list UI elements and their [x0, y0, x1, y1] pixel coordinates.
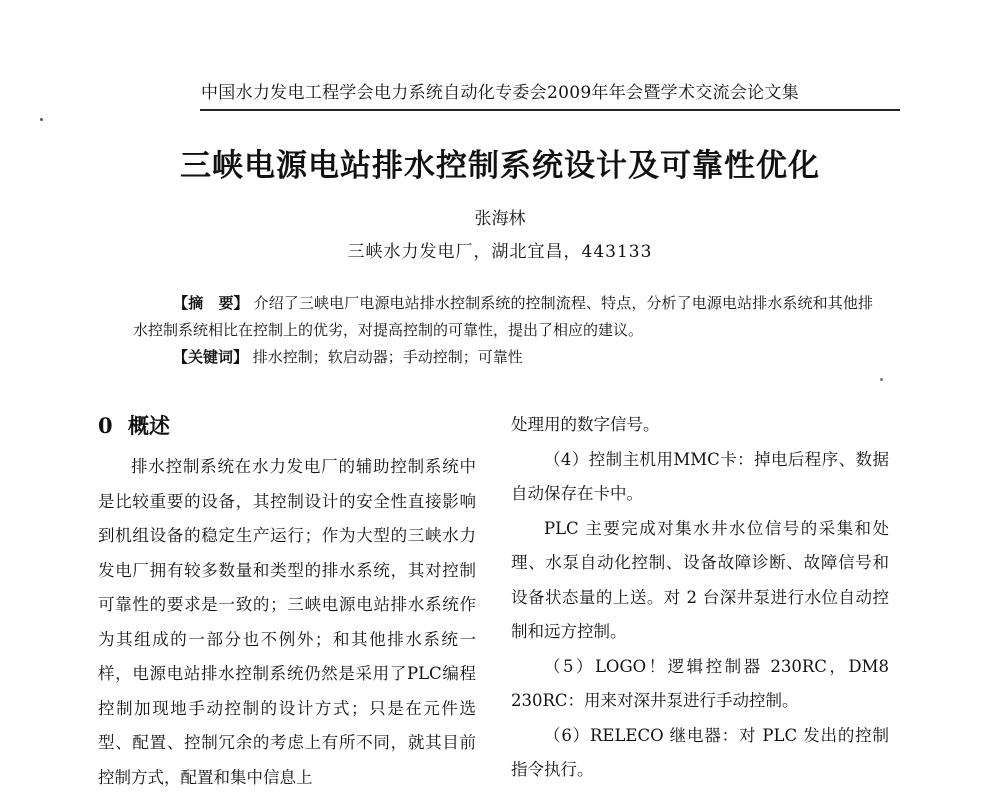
keywords-label: 【关键词】 — [173, 348, 249, 366]
author-name: 张海林 — [474, 209, 526, 229]
header-rule — [200, 109, 900, 111]
body-paragraph: （4）控制主机用MMC卡：掉电后程序、数据自动保存在卡中。 — [511, 449, 889, 503]
section-heading — [98, 408, 476, 444]
section-title: 概述 — [128, 413, 170, 438]
margin-dot — [880, 378, 883, 381]
margin-dot — [40, 118, 43, 121]
body-paragraph: 排水控制系统在水力发电厂的辅助控制系统中是比较重要的设备，其控制设计的安全性直接影响到机组设备的稳定生产运行；作为大型的三峡水力发电厂拥有较多数量和类型的排水系统，其对控制可靠性的要求是一致的；三峡电源电站排水系统作为其组成的一部分也不例外；和其他排水系统一样，电源电站排水控制系统仍然是采用了PLC编程控制加现地手动控制的设计方式；只是在元件选型、配置、控制冗余的考虑上有所不同，就其目前控制方式，配置和集中信息上 — [98, 457, 476, 787]
section-number: 0 — [98, 413, 113, 438]
body-paragraph: 处理用的数字信号。 — [511, 415, 660, 434]
body-paragraph: （6）RELECO 继电器：对 PLC 发出的控制指令执行。 — [511, 725, 889, 779]
left-column — [98, 408, 476, 795]
body-paragraph: PLC 主要完成对集水井水位信号的采集和处理、水泵自动化控制、设备故障诊断、故障信号和设备状态量的上送。对 2 台深井泵进行水位自动控制和远方控制。 — [511, 518, 889, 641]
right-column — [511, 408, 889, 788]
abstract-text: 介绍了三峡电厂电源电站排水控制系统的控制流程、特点，分析了电源电站排水系统和其他排水控制系统相比在控制上的优劣，对提高控制的可靠性，提出了相应的建议。 — [133, 294, 873, 339]
author-affiliation: 三峡水力发电厂，湖北宜昌，443133 — [347, 242, 653, 262]
running-header: 中国水力发电工程学会电力系统自动化专委会2009年年会暨学术交流会论文集 — [200, 83, 800, 103]
body-paragraph: （5）LOGO！逻辑控制器 230RC，DM8 230RC：用来对深井泵进行手动控制。 — [511, 656, 889, 710]
abstract — [133, 290, 873, 344]
keywords-text: 排水控制；软启动器；手动控制；可靠性 — [252, 348, 523, 366]
paper-title: 三峡电源电站排水控制系统设计及可靠性优化 — [180, 148, 820, 184]
abstract-label: 【摘 要】 — [173, 294, 249, 312]
keywords — [173, 344, 523, 371]
